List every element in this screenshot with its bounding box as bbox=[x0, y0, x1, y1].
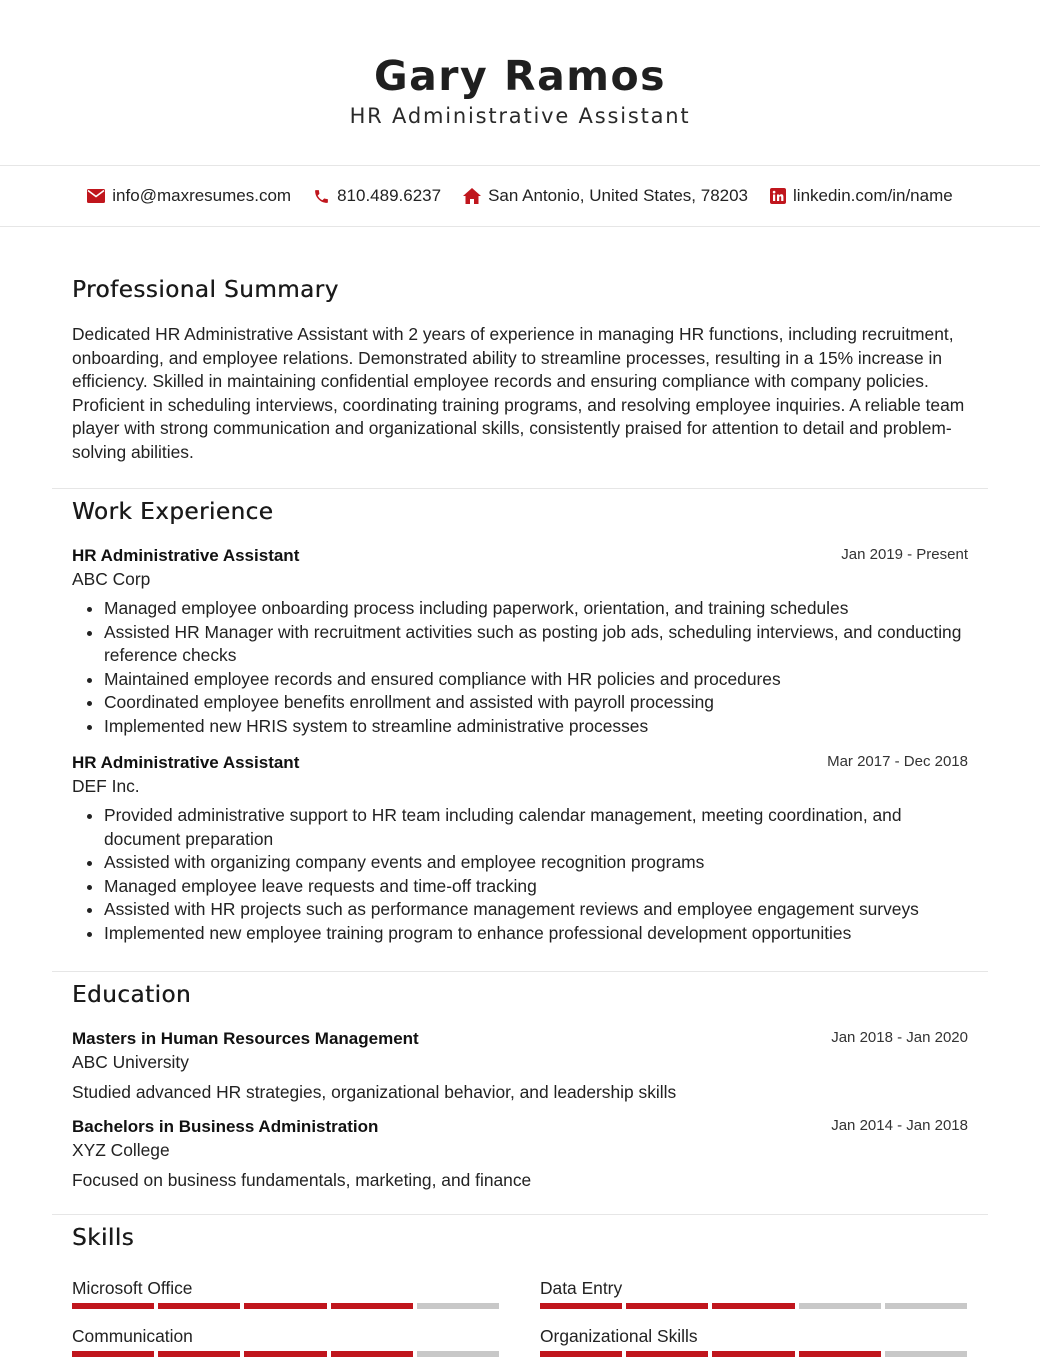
resume-body bbox=[0, 227, 1040, 1372]
job-bullet: Assisted HR Manager with recruitment activities such as posting job ads, scheduling interviews, and conducting reference checks bbox=[72, 621, 968, 668]
skill-level-filled bbox=[626, 1351, 708, 1357]
job-bullet: Managed employee onboarding process including paperwork, orientation, and training schedules bbox=[72, 597, 968, 621]
skill-level-bar bbox=[72, 1351, 499, 1357]
summary-section bbox=[52, 227, 988, 489]
skill-level-filled bbox=[72, 1303, 154, 1309]
contact-phone[interactable] bbox=[313, 186, 441, 206]
location-text: San Antonio, United States, 78203 bbox=[488, 186, 749, 205]
phone-text: 810.489.6237 bbox=[337, 186, 442, 205]
phone-icon bbox=[313, 188, 330, 205]
skill-name: Organizational Skills bbox=[540, 1326, 698, 1346]
job-title: HR Administrative Assistant bbox=[72, 546, 300, 565]
contact-location bbox=[463, 186, 748, 206]
email-text: info@maxresumes.com bbox=[112, 186, 292, 205]
skill-level-filled bbox=[158, 1351, 240, 1357]
skills-heading: Skills bbox=[72, 1225, 135, 1251]
experience-section bbox=[52, 489, 988, 972]
school-name: ABC University bbox=[72, 1052, 189, 1072]
education-heading: Education bbox=[72, 982, 192, 1008]
education-description: Studied advanced HR strategies, organizational behavior, and leadership skills bbox=[72, 1082, 677, 1102]
home-icon bbox=[463, 188, 481, 204]
job-company: DEF Inc. bbox=[72, 776, 140, 796]
skill-level-bar bbox=[72, 1303, 499, 1309]
job-entry bbox=[72, 545, 968, 738]
education-section bbox=[52, 972, 988, 1215]
skills-grid bbox=[72, 1277, 968, 1372]
education-entry bbox=[72, 1116, 968, 1192]
skill-level-filled bbox=[244, 1303, 326, 1309]
skill-level-filled bbox=[540, 1351, 622, 1357]
job-entry bbox=[72, 752, 968, 945]
skill-name: Communication bbox=[72, 1326, 193, 1346]
job-bullet: Coordinated employee benefits enrollment and assisted with payroll processing bbox=[72, 691, 968, 715]
skill-level-filled bbox=[244, 1351, 326, 1357]
education-entry bbox=[72, 1028, 968, 1104]
summary-text: Dedicated HR Administrative Assistant with 2 years of experience in managing HR functions, including recruitment, onboarding, and employee relations. Demonstrated ability to streamline processes, resulting in a 15% increase in efficiency. Skilled in maintaining confidential employee records and ensuring compliance with company policies. Proficient in scheduling interviews, coordinating training programs, and resolving employee inquiries. A reliable team player with strong communication and organizational skills, consistently praised for attention to detail and problem-solving abilities. bbox=[72, 324, 965, 462]
skill-level-filled bbox=[626, 1303, 708, 1309]
job-bullet: Managed employee leave requests and time-off tracking bbox=[72, 875, 968, 899]
skill-level-filled bbox=[72, 1351, 154, 1357]
job-bullet: Maintained employee records and ensured compliance with HR policies and procedures bbox=[72, 668, 968, 692]
skill-level-filled bbox=[540, 1303, 622, 1309]
job-bullet: Provided administrative support to HR team including calendar management, meeting coordination, and document preparation bbox=[72, 804, 968, 851]
skill-item bbox=[540, 1325, 967, 1372]
job-bullet: Implemented new HRIS system to streamline administrative processes bbox=[72, 715, 968, 739]
skill-level-filled bbox=[799, 1351, 881, 1357]
job-company: ABC Corp bbox=[72, 569, 151, 589]
contact-email[interactable] bbox=[87, 186, 291, 206]
resume-header bbox=[0, 0, 1040, 165]
job-bullets bbox=[72, 597, 968, 738]
skill-name: Microsoft Office bbox=[72, 1278, 193, 1298]
skill-item bbox=[72, 1325, 499, 1372]
job-title: HR Administrative Assistant bbox=[72, 753, 300, 772]
education-dates: Jan 2018 - Jan 2020 bbox=[831, 1029, 968, 1046]
skill-level-empty bbox=[417, 1351, 499, 1357]
education-dates: Jan 2014 - Jan 2018 bbox=[831, 1117, 968, 1134]
school-name: XYZ College bbox=[72, 1140, 170, 1160]
summary-heading: Professional Summary bbox=[72, 277, 339, 303]
candidate-name: Gary Ramos bbox=[373, 52, 667, 100]
skill-level-empty bbox=[885, 1303, 967, 1309]
job-dates: Mar 2017 - Dec 2018 bbox=[827, 753, 968, 770]
degree-title: Masters in Human Resources Management bbox=[72, 1029, 419, 1048]
skills-section bbox=[52, 1215, 988, 1372]
linkedin-icon bbox=[770, 188, 786, 204]
skill-level-empty bbox=[417, 1303, 499, 1309]
skill-level-filled bbox=[158, 1303, 240, 1309]
skill-level-filled bbox=[331, 1351, 413, 1357]
degree-title: Bachelors in Business Administration bbox=[72, 1117, 379, 1136]
job-bullet: Implemented new employee training program to enhance professional development opportunities bbox=[72, 922, 968, 946]
envelope-icon bbox=[87, 189, 105, 203]
job-dates: Jan 2019 - Present bbox=[841, 546, 968, 563]
skill-item bbox=[540, 1277, 967, 1325]
job-bullets bbox=[72, 804, 968, 945]
skill-name: Data Entry bbox=[540, 1278, 623, 1298]
skill-level-empty bbox=[799, 1303, 881, 1309]
skill-level-empty bbox=[885, 1351, 967, 1357]
linkedin-text: linkedin.com/in/name bbox=[793, 186, 953, 205]
contact-bar bbox=[0, 165, 1040, 227]
skill-level-filled bbox=[331, 1303, 413, 1309]
education-description: Focused on business fundamentals, marketing, and finance bbox=[72, 1170, 532, 1190]
job-bullet: Assisted with organizing company events and employee recognition programs bbox=[72, 851, 968, 875]
candidate-title: HR Administrative Assistant bbox=[349, 104, 691, 128]
skill-level-bar bbox=[540, 1303, 967, 1309]
experience-heading: Work Experience bbox=[72, 499, 274, 525]
skill-level-bar bbox=[540, 1351, 967, 1357]
skill-level-filled bbox=[712, 1351, 794, 1357]
skill-item bbox=[72, 1277, 499, 1325]
skill-level-filled bbox=[712, 1303, 794, 1309]
contact-linkedin[interactable] bbox=[770, 186, 953, 206]
job-bullet: Assisted with HR projects such as performance management reviews and employee engagement surveys bbox=[72, 898, 968, 922]
